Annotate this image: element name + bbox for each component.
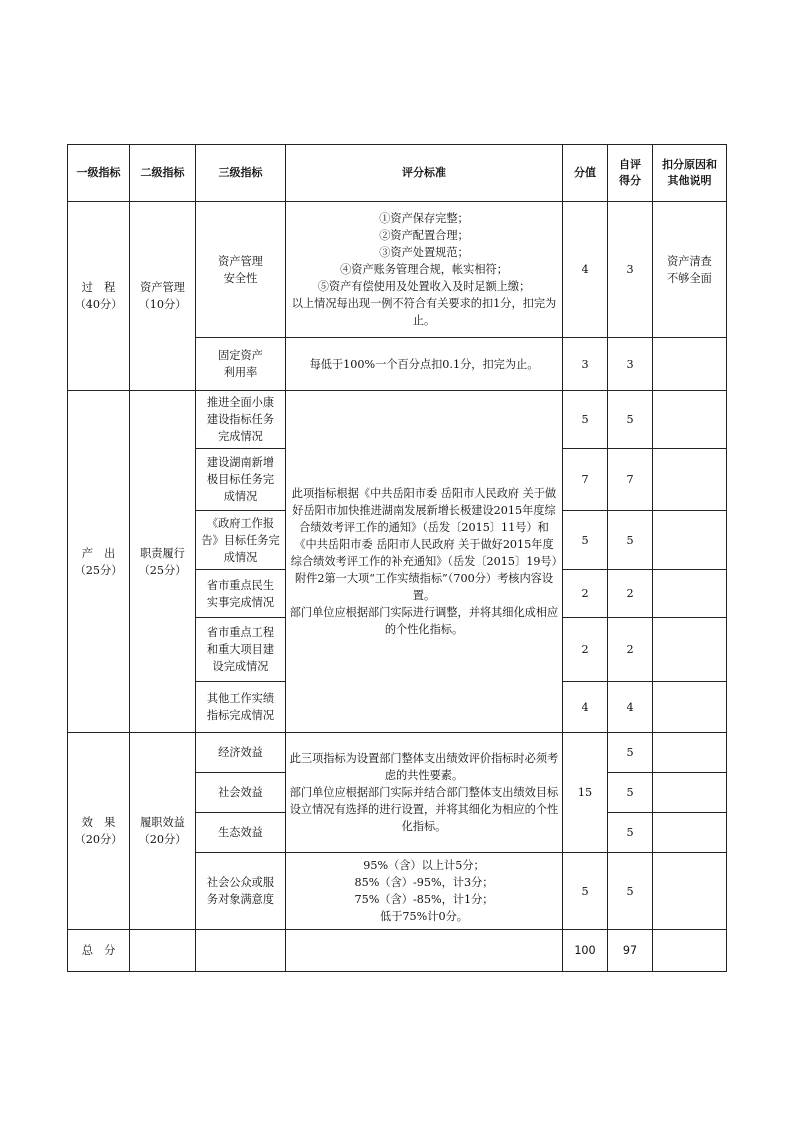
score-cell: 5 xyxy=(563,391,608,449)
criteria-line: 低于75%计0分。 xyxy=(380,910,468,923)
process-level3: 固定资产 利用率 xyxy=(196,338,286,391)
header-score: 分值 xyxy=(563,145,608,202)
table-row xyxy=(68,733,727,773)
header-level3: 三级指标 xyxy=(196,145,286,202)
self-score-cell: 5 xyxy=(608,733,653,773)
note-cell xyxy=(653,813,727,853)
empty-cell xyxy=(286,930,563,972)
self-score-cell: 3 xyxy=(608,202,653,338)
output-level2: 职责履行 （25分） xyxy=(130,391,196,733)
note-cell xyxy=(653,511,727,570)
score-cell: 3 xyxy=(563,338,608,391)
effect-level3: 生态效益 xyxy=(196,813,286,853)
header-notes: 扣分原因和 其他说明 xyxy=(653,145,727,202)
self-score-cell: 5 xyxy=(608,813,653,853)
score-cell: 2 xyxy=(563,618,608,682)
note-cell xyxy=(653,773,727,813)
criteria-line: 此项指标根据《中共岳阳市委 岳阳市人民政府 关于做好岳阳市加快推进湖南发展新增长极建设2015年度综合绩效考评工作的通知》（岳发〔2015〕11号）和《中共岳阳市委 岳阳市人民政府 关于做好2015年度综合绩效考评工作的补充通知》（岳发〔2015〕19号）附件2第一大项“工作实绩指标”（700分）考核内容设置。 xyxy=(290,487,558,602)
criteria-line: 以上情况每出现一例不符合有关要求的扣1分，扣完为止。 xyxy=(291,297,557,327)
table-header-row xyxy=(68,145,727,202)
criteria-line: 85%（含）-95%，计3分； xyxy=(354,876,494,889)
output-level3: 《政府工作报 告》目标任务完 成情况 xyxy=(196,511,286,570)
output-level3: 省市重点民生 实事完成情况 xyxy=(196,570,286,618)
header-level1: 一级指标 xyxy=(68,145,130,202)
criteria-line: 75%（含）-85%，计1分； xyxy=(354,893,494,906)
empty-cell xyxy=(130,930,196,972)
effect-criteria xyxy=(286,733,563,853)
total-label: 总 分 xyxy=(68,930,130,972)
note-cell xyxy=(653,391,727,449)
score-cell: 2 xyxy=(563,570,608,618)
score-cell: 4 xyxy=(563,682,608,733)
criteria-line: 部门单位应根据部门实际并结合部门整体支出绩效目标设立情况有选择的进行设置，并将其细化为相应的个性化指标。 xyxy=(289,786,559,833)
table-row xyxy=(68,202,727,338)
criteria-line: ④资产账务管理合规，帐实相符； xyxy=(340,263,508,276)
score-cell: 5 xyxy=(563,511,608,570)
self-score-cell: 5 xyxy=(608,853,653,930)
empty-cell xyxy=(196,930,286,972)
table-row xyxy=(68,391,727,449)
header-level2: 二级指标 xyxy=(130,145,196,202)
note-cell xyxy=(653,853,727,930)
total-score: 100 xyxy=(563,930,608,972)
effect-level3: 社会效益 xyxy=(196,773,286,813)
self-score-cell: 5 xyxy=(608,773,653,813)
output-level1: 产 出 （25分） xyxy=(68,391,130,733)
criteria-line: ⑤资产有偿使用及处置收入及时足额上缴； xyxy=(317,280,531,293)
criteria-line: ①资产保存完整； xyxy=(379,212,469,225)
output-level3: 推进全面小康 建设指标任务 完成情况 xyxy=(196,391,286,449)
process-criteria xyxy=(286,202,563,338)
effect-level3: 经济效益 xyxy=(196,733,286,773)
criteria-line: ③资产处置规范； xyxy=(379,246,469,259)
note-cell xyxy=(653,618,727,682)
empty-cell xyxy=(653,930,727,972)
score-cell: 4 xyxy=(563,202,608,338)
self-score-cell: 5 xyxy=(608,391,653,449)
self-score-cell: 3 xyxy=(608,338,653,391)
note-cell xyxy=(653,449,727,511)
process-level3: 资产管理 安全性 xyxy=(196,202,286,338)
header-self-score: 自评 得分 xyxy=(608,145,653,202)
self-score-cell: 7 xyxy=(608,449,653,511)
self-score-cell: 2 xyxy=(608,618,653,682)
note-cell xyxy=(653,338,727,391)
score-cell: 5 xyxy=(563,853,608,930)
effect-group-score: 15 xyxy=(563,733,608,853)
criteria-line: 此三项指标为设置部门整体支出绩效评价指标时必须考虑的共性要素。 xyxy=(289,752,559,782)
criteria-line: 部门单位应根据部门实际进行调整，并将其细化成相应的个性化指标。 xyxy=(289,606,559,636)
criteria-line: 每低于100%一个百分点扣0.1分，扣完为止。 xyxy=(309,357,539,371)
effect-level3: 社会公众或服 务对象满意度 xyxy=(196,853,286,930)
note-cell xyxy=(653,733,727,773)
note-cell: 资产清查 不够全面 xyxy=(653,202,727,338)
output-level3: 其他工作实绩 指标完成情况 xyxy=(196,682,286,733)
total-row xyxy=(68,930,727,972)
process-criteria xyxy=(286,338,563,391)
criteria-line: 95%（含）以上计5分； xyxy=(363,859,485,872)
effect-level2: 履职效益 （20分） xyxy=(130,733,196,930)
output-level3: 省市重点工程 和重大项目建 设完成情况 xyxy=(196,618,286,682)
output-level3: 建设湖南新增 极目标任务完 成情况 xyxy=(196,449,286,511)
self-score-cell: 2 xyxy=(608,570,653,618)
self-score-cell: 4 xyxy=(608,682,653,733)
header-criteria: 评分标准 xyxy=(286,145,563,202)
output-criteria xyxy=(286,391,563,733)
effect-level1: 效 果 （20分） xyxy=(68,733,130,930)
total-self-score: 97 xyxy=(608,930,653,972)
evaluation-table xyxy=(67,144,727,972)
score-cell: 7 xyxy=(563,449,608,511)
process-level2: 资产管理 （10分） xyxy=(130,202,196,391)
satisfaction-criteria xyxy=(286,853,563,930)
note-cell xyxy=(653,570,727,618)
self-score-cell: 5 xyxy=(608,511,653,570)
criteria-line: ②资产配置合理； xyxy=(379,229,469,242)
note-cell xyxy=(653,682,727,733)
process-level1: 过 程 （40分） xyxy=(68,202,130,391)
